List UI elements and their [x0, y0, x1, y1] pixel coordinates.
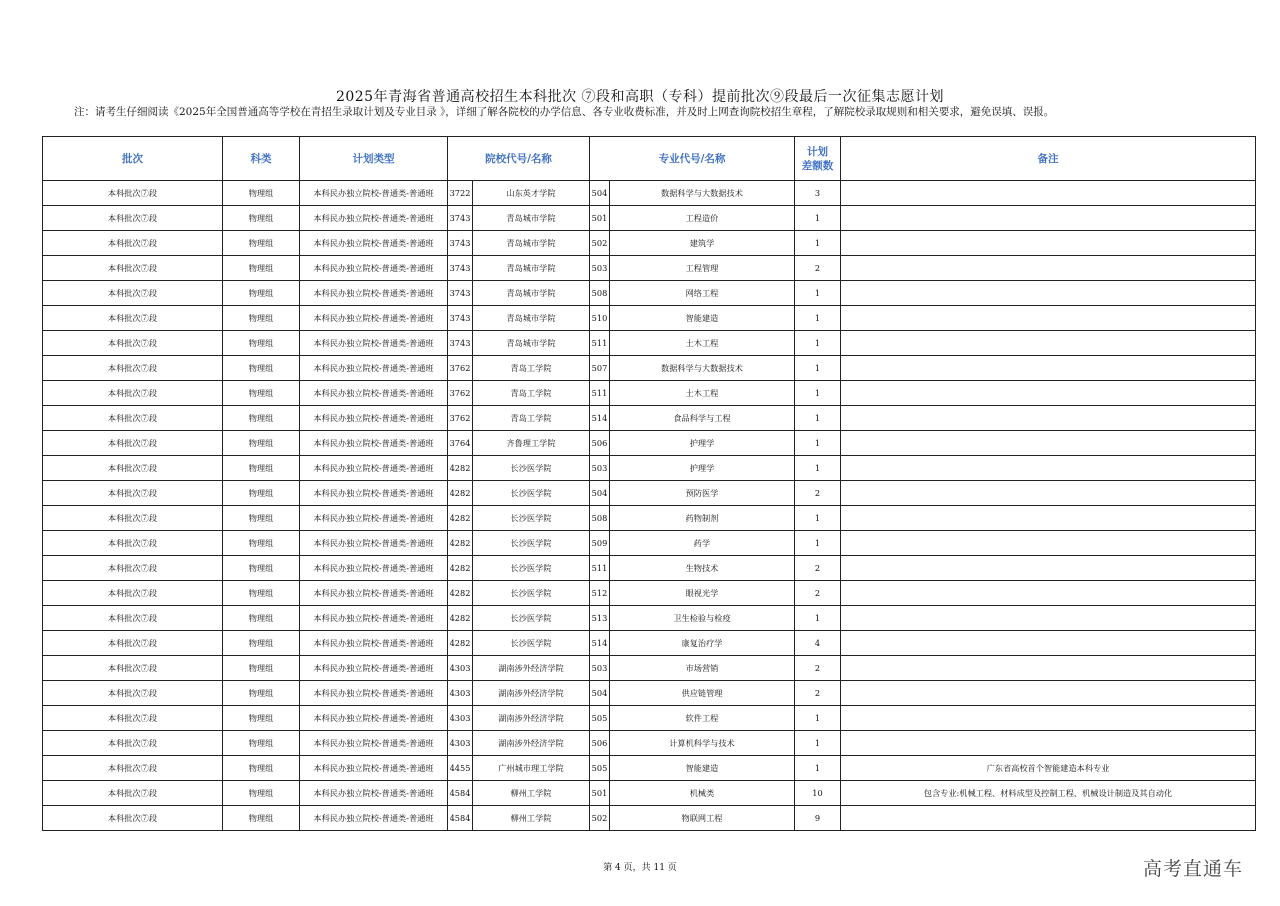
- cell-remark: [841, 306, 1256, 331]
- header-category: 科类: [223, 137, 300, 181]
- table-row: [43, 456, 1256, 481]
- cell-quota: 1: [795, 431, 841, 456]
- cell-category: 物理组: [223, 706, 300, 731]
- cell-plan-type: 本科民办独立院校-普通类-普通班: [300, 731, 448, 756]
- table-row: [43, 206, 1256, 231]
- cell-remark: [841, 431, 1256, 456]
- cell-batch: 本科批次⑦段: [43, 606, 223, 631]
- cell-category: 物理组: [223, 331, 300, 356]
- cell-major-name: 建筑学: [610, 231, 795, 256]
- cell-remark: [841, 356, 1256, 381]
- cell-category: 物理组: [223, 256, 300, 281]
- cell-category: 物理组: [223, 356, 300, 381]
- cell-remark: [841, 806, 1256, 831]
- cell-batch: 本科批次⑦段: [43, 431, 223, 456]
- cell-plan-type: 本科民办独立院校-普通类-普通班: [300, 506, 448, 531]
- cell-category: 物理组: [223, 481, 300, 506]
- cell-quota: 4: [795, 631, 841, 656]
- cell-major-name: 智能建造: [610, 756, 795, 781]
- cell-remark: [841, 581, 1256, 606]
- table-row: [43, 331, 1256, 356]
- cell-school-code: 4282: [448, 506, 473, 531]
- cell-major-name: 数据科学与大数据技术: [610, 356, 795, 381]
- cell-category: 物理组: [223, 756, 300, 781]
- cell-major-code: 504: [590, 181, 610, 206]
- cell-major-name: 土木工程: [610, 331, 795, 356]
- cell-category: 物理组: [223, 531, 300, 556]
- table-row: [43, 606, 1256, 631]
- cell-major-name: 卫生检验与检疫: [610, 606, 795, 631]
- cell-school-name: 柳州工学院: [473, 806, 590, 831]
- table-row: [43, 556, 1256, 581]
- cell-major-name: 药学: [610, 531, 795, 556]
- cell-school-code: 3762: [448, 406, 473, 431]
- table-row: [43, 531, 1256, 556]
- cell-plan-type: 本科民办独立院校-普通类-普通班: [300, 481, 448, 506]
- cell-school-name: 长沙医学院: [473, 481, 590, 506]
- cell-batch: 本科批次⑦段: [43, 456, 223, 481]
- cell-school-name: 青岛城市学院: [473, 231, 590, 256]
- cell-remark: [841, 706, 1256, 731]
- table-row: [43, 481, 1256, 506]
- cell-major-name: 土木工程: [610, 381, 795, 406]
- cell-category: 物理组: [223, 681, 300, 706]
- cell-category: 物理组: [223, 781, 300, 806]
- cell-school-code: 3762: [448, 381, 473, 406]
- cell-plan-type: 本科民办独立院校-普通类-普通班: [300, 556, 448, 581]
- table-row: [43, 731, 1256, 756]
- table-row: [43, 356, 1256, 381]
- cell-school-code: 3743: [448, 231, 473, 256]
- cell-batch: 本科批次⑦段: [43, 481, 223, 506]
- cell-batch: 本科批次⑦段: [43, 181, 223, 206]
- table-row: [43, 581, 1256, 606]
- cell-school-code: 3722: [448, 181, 473, 206]
- watermark: 高考直通车: [1143, 858, 1244, 880]
- cell-category: 物理组: [223, 631, 300, 656]
- cell-batch: 本科批次⑦段: [43, 531, 223, 556]
- cell-quota: 2: [795, 481, 841, 506]
- cell-major-code: 511: [590, 381, 610, 406]
- cell-major-code: 503: [590, 456, 610, 481]
- cell-quota: 1: [795, 506, 841, 531]
- cell-school-name: 广州城市理工学院: [473, 756, 590, 781]
- cell-major-code: 507: [590, 356, 610, 381]
- cell-school-name: 长沙医学院: [473, 631, 590, 656]
- page-footer: 第 4 页，共 11 页: [603, 863, 677, 873]
- cell-major-name: 物联网工程: [610, 806, 795, 831]
- cell-remark: [841, 556, 1256, 581]
- table-row: [43, 631, 1256, 656]
- cell-major-code: 514: [590, 406, 610, 431]
- cell-major-code: 512: [590, 581, 610, 606]
- cell-major-code: 504: [590, 481, 610, 506]
- cell-category: 物理组: [223, 306, 300, 331]
- header-quota: [795, 137, 841, 181]
- cell-quota: 1: [795, 531, 841, 556]
- cell-major-name: 工程管理: [610, 256, 795, 281]
- cell-school-name: 长沙医学院: [473, 456, 590, 481]
- cell-school-code: 3743: [448, 206, 473, 231]
- cell-batch: 本科批次⑦段: [43, 781, 223, 806]
- cell-category: 物理组: [223, 656, 300, 681]
- cell-major-code: 501: [590, 206, 610, 231]
- cell-quota: 2: [795, 681, 841, 706]
- cell-school-code: 3743: [448, 306, 473, 331]
- cell-remark: [841, 531, 1256, 556]
- cell-quota: 1: [795, 356, 841, 381]
- cell-school-code: 3764: [448, 431, 473, 456]
- cell-quota: 2: [795, 581, 841, 606]
- cell-quota: 1: [795, 381, 841, 406]
- cell-plan-type: 本科民办独立院校-普通类-普通班: [300, 231, 448, 256]
- cell-school-name: 柳州工学院: [473, 781, 590, 806]
- cell-school-name: 长沙医学院: [473, 556, 590, 581]
- cell-category: 物理组: [223, 181, 300, 206]
- header-remark: 备注: [841, 137, 1256, 181]
- cell-quota: 1: [795, 756, 841, 781]
- cell-major-code: 506: [590, 731, 610, 756]
- cell-plan-type: 本科民办独立院校-普通类-普通班: [300, 581, 448, 606]
- cell-category: 物理组: [223, 231, 300, 256]
- cell-major-name: 工程造价: [610, 206, 795, 231]
- table-row: [43, 656, 1256, 681]
- cell-quota: 1: [795, 331, 841, 356]
- cell-quota: 1: [795, 456, 841, 481]
- cell-major-name: 食品科学与工程: [610, 406, 795, 431]
- cell-major-name: 预防医学: [610, 481, 795, 506]
- table-row: [43, 431, 1256, 456]
- cell-plan-type: 本科民办独立院校-普通类-普通班: [300, 256, 448, 281]
- cell-batch: 本科批次⑦段: [43, 656, 223, 681]
- cell-major-code: 506: [590, 431, 610, 456]
- cell-plan-type: 本科民办独立院校-普通类-普通班: [300, 281, 448, 306]
- cell-remark: [841, 206, 1256, 231]
- header-quota-line1: 计划: [807, 145, 828, 158]
- cell-quota: 1: [795, 606, 841, 631]
- cell-school-code: 4282: [448, 606, 473, 631]
- cell-school-name: 青岛工学院: [473, 381, 590, 406]
- cell-plan-type: 本科民办独立院校-普通类-普通班: [300, 531, 448, 556]
- cell-remark: [841, 606, 1256, 631]
- cell-remark: [841, 231, 1256, 256]
- cell-school-name: 湖南涉外经济学院: [473, 656, 590, 681]
- cell-category: 物理组: [223, 581, 300, 606]
- cell-quota: 1: [795, 406, 841, 431]
- cell-remark: [841, 281, 1256, 306]
- cell-school-code: 3743: [448, 281, 473, 306]
- cell-batch: 本科批次⑦段: [43, 756, 223, 781]
- table-row: [43, 756, 1256, 781]
- cell-plan-type: 本科民办独立院校-普通类-普通班: [300, 681, 448, 706]
- cell-remark: [841, 406, 1256, 431]
- cell-batch: 本科批次⑦段: [43, 231, 223, 256]
- table-row: [43, 231, 1256, 256]
- cell-remark: 广东省高校首个智能建造本科专业: [841, 756, 1256, 781]
- cell-major-code: 505: [590, 706, 610, 731]
- cell-major-code: 509: [590, 531, 610, 556]
- cell-school-code: 4303: [448, 656, 473, 681]
- cell-major-name: 软件工程: [610, 706, 795, 731]
- cell-plan-type: 本科民办独立院校-普通类-普通班: [300, 181, 448, 206]
- cell-plan-type: 本科民办独立院校-普通类-普通班: [300, 406, 448, 431]
- cell-quota: 2: [795, 256, 841, 281]
- cell-plan-type: 本科民办独立院校-普通类-普通班: [300, 656, 448, 681]
- cell-batch: 本科批次⑦段: [43, 381, 223, 406]
- cell-remark: [841, 331, 1256, 356]
- cell-batch: 本科批次⑦段: [43, 581, 223, 606]
- cell-major-name: 护理学: [610, 431, 795, 456]
- cell-school-name: 青岛城市学院: [473, 306, 590, 331]
- cell-major-name: 市场营销: [610, 656, 795, 681]
- table-row: [43, 281, 1256, 306]
- cell-quota: 3: [795, 181, 841, 206]
- cell-school-name: 长沙医学院: [473, 506, 590, 531]
- cell-batch: 本科批次⑦段: [43, 631, 223, 656]
- cell-batch: 本科批次⑦段: [43, 206, 223, 231]
- cell-batch: 本科批次⑦段: [43, 356, 223, 381]
- cell-school-code: 4455: [448, 756, 473, 781]
- cell-major-code: 514: [590, 631, 610, 656]
- cell-batch: 本科批次⑦段: [43, 281, 223, 306]
- cell-plan-type: 本科民办独立院校-普通类-普通班: [300, 306, 448, 331]
- cell-major-code: 505: [590, 756, 610, 781]
- cell-school-code: 4303: [448, 681, 473, 706]
- document-note: 注：请考生仔细阅读《2025年全国普通高等学校在青招生录取计划及专业目录 》，详细了解各院校的办学信息、各专业收费标准，并及时上网查询院校招生章程，了解院校录取规则和相关要求，避免误填、误报。: [74, 106, 1055, 118]
- cell-quota: 2: [795, 656, 841, 681]
- cell-remark: [841, 256, 1256, 281]
- cell-quota: 9: [795, 806, 841, 831]
- cell-plan-type: 本科民办独立院校-普通类-普通班: [300, 381, 448, 406]
- header-major: 专业代号/名称: [590, 137, 795, 181]
- cell-school-code: 4282: [448, 481, 473, 506]
- cell-remark: [841, 631, 1256, 656]
- cell-batch: 本科批次⑦段: [43, 806, 223, 831]
- cell-major-name: 数据科学与大数据技术: [610, 181, 795, 206]
- cell-quota: 1: [795, 231, 841, 256]
- cell-remark: [841, 656, 1256, 681]
- cell-school-name: 长沙医学院: [473, 531, 590, 556]
- cell-plan-type: 本科民办独立院校-普通类-普通班: [300, 806, 448, 831]
- cell-major-name: 药物制剂: [610, 506, 795, 531]
- cell-school-code: 4282: [448, 531, 473, 556]
- cell-plan-type: 本科民办独立院校-普通类-普通班: [300, 206, 448, 231]
- cell-major-name: 智能建造: [610, 306, 795, 331]
- cell-category: 物理组: [223, 806, 300, 831]
- cell-category: 物理组: [223, 556, 300, 581]
- cell-category: 物理组: [223, 731, 300, 756]
- table-header-row: [43, 137, 1256, 181]
- cell-batch: 本科批次⑦段: [43, 681, 223, 706]
- header-batch: 批次: [43, 137, 223, 181]
- cell-school-name: 青岛工学院: [473, 356, 590, 381]
- cell-school-name: 山东英才学院: [473, 181, 590, 206]
- cell-batch: 本科批次⑦段: [43, 706, 223, 731]
- cell-major-name: 护理学: [610, 456, 795, 481]
- cell-category: 物理组: [223, 606, 300, 631]
- cell-batch: 本科批次⑦段: [43, 556, 223, 581]
- cell-plan-type: 本科民办独立院校-普通类-普通班: [300, 356, 448, 381]
- cell-quota: 1: [795, 706, 841, 731]
- cell-category: 物理组: [223, 281, 300, 306]
- cell-school-code: 4584: [448, 806, 473, 831]
- cell-remark: [841, 381, 1256, 406]
- table-row: [43, 406, 1256, 431]
- cell-major-name: 计算机科学与技术: [610, 731, 795, 756]
- cell-major-code: 511: [590, 556, 610, 581]
- cell-remark: [841, 506, 1256, 531]
- cell-school-name: 青岛城市学院: [473, 281, 590, 306]
- cell-category: 物理组: [223, 456, 300, 481]
- cell-major-code: 508: [590, 281, 610, 306]
- cell-school-name: 长沙医学院: [473, 581, 590, 606]
- cell-remark: [841, 181, 1256, 206]
- table-row: [43, 681, 1256, 706]
- cell-batch: 本科批次⑦段: [43, 331, 223, 356]
- cell-school-code: 3762: [448, 356, 473, 381]
- cell-school-name: 青岛城市学院: [473, 206, 590, 231]
- cell-school-name: 青岛工学院: [473, 406, 590, 431]
- cell-major-code: 503: [590, 656, 610, 681]
- cell-school-code: 4282: [448, 581, 473, 606]
- cell-school-name: 长沙医学院: [473, 606, 590, 631]
- cell-plan-type: 本科民办独立院校-普通类-普通班: [300, 706, 448, 731]
- cell-school-name: 湖南涉外经济学院: [473, 731, 590, 756]
- cell-category: 物理组: [223, 406, 300, 431]
- cell-plan-type: 本科民办独立院校-普通类-普通班: [300, 606, 448, 631]
- header-quota-line2: 差额数: [801, 159, 834, 172]
- table-body: [43, 181, 1256, 831]
- table-row: [43, 706, 1256, 731]
- table-row: [43, 781, 1256, 806]
- cell-batch: 本科批次⑦段: [43, 731, 223, 756]
- cell-remark: 包含专业:机械工程、材料成型及控制工程、机械设计制造及其自动化: [841, 781, 1256, 806]
- plan-table: [42, 136, 1256, 831]
- cell-remark: [841, 456, 1256, 481]
- cell-school-name: 齐鲁理工学院: [473, 431, 590, 456]
- cell-remark: [841, 731, 1256, 756]
- table-row: [43, 306, 1256, 331]
- cell-school-name: 青岛城市学院: [473, 256, 590, 281]
- cell-category: 物理组: [223, 431, 300, 456]
- cell-major-code: 504: [590, 681, 610, 706]
- cell-school-code: 3743: [448, 256, 473, 281]
- header-school: 院校代号/名称: [448, 137, 590, 181]
- cell-batch: 本科批次⑦段: [43, 256, 223, 281]
- cell-quota: 1: [795, 731, 841, 756]
- cell-major-name: 康复治疗学: [610, 631, 795, 656]
- cell-school-code: 4303: [448, 731, 473, 756]
- cell-school-code: 4584: [448, 781, 473, 806]
- cell-remark: [841, 681, 1256, 706]
- cell-plan-type: 本科民办独立院校-普通类-普通班: [300, 331, 448, 356]
- cell-plan-type: 本科民办独立院校-普通类-普通班: [300, 781, 448, 806]
- cell-category: 物理组: [223, 506, 300, 531]
- cell-plan-type: 本科民办独立院校-普通类-普通班: [300, 756, 448, 781]
- table-row: [43, 181, 1256, 206]
- cell-batch: 本科批次⑦段: [43, 406, 223, 431]
- cell-plan-type: 本科民办独立院校-普通类-普通班: [300, 431, 448, 456]
- cell-school-name: 湖南涉外经济学院: [473, 706, 590, 731]
- cell-major-code: 508: [590, 506, 610, 531]
- cell-major-code: 502: [590, 231, 610, 256]
- cell-major-name: 供应链管理: [610, 681, 795, 706]
- cell-plan-type: 本科民办独立院校-普通类-普通班: [300, 456, 448, 481]
- table-row: [43, 806, 1256, 831]
- table-row: [43, 256, 1256, 281]
- table-row: [43, 506, 1256, 531]
- header-plan-type: 计划类型: [300, 137, 448, 181]
- cell-major-code: 501: [590, 781, 610, 806]
- cell-plan-type: 本科民办独立院校-普通类-普通班: [300, 631, 448, 656]
- cell-school-code: 4282: [448, 556, 473, 581]
- cell-major-name: 眼视光学: [610, 581, 795, 606]
- cell-remark: [841, 481, 1256, 506]
- cell-major-name: 生物技术: [610, 556, 795, 581]
- cell-category: 物理组: [223, 206, 300, 231]
- cell-category: 物理组: [223, 381, 300, 406]
- cell-major-code: 511: [590, 331, 610, 356]
- cell-quota: 1: [795, 306, 841, 331]
- cell-major-code: 503: [590, 256, 610, 281]
- cell-major-code: 502: [590, 806, 610, 831]
- cell-school-code: 3743: [448, 331, 473, 356]
- cell-quota: 2: [795, 556, 841, 581]
- cell-quota: 1: [795, 206, 841, 231]
- cell-school-name: 青岛城市学院: [473, 331, 590, 356]
- table-row: [43, 381, 1256, 406]
- cell-school-code: 4282: [448, 631, 473, 656]
- cell-school-name: 湖南涉外经济学院: [473, 681, 590, 706]
- cell-major-code: 513: [590, 606, 610, 631]
- cell-major-name: 网络工程: [610, 281, 795, 306]
- document-title: 2025年青海省普通高校招生本科批次 ⑦段和高职（专科）提前批次⑨段最后一次征集志愿计划: [335, 89, 945, 105]
- cell-school-code: 4303: [448, 706, 473, 731]
- cell-major-name: 机械类: [610, 781, 795, 806]
- cell-major-code: 510: [590, 306, 610, 331]
- cell-school-code: 4282: [448, 456, 473, 481]
- cell-quota: 1: [795, 281, 841, 306]
- cell-batch: 本科批次⑦段: [43, 506, 223, 531]
- cell-quota: 10: [795, 781, 841, 806]
- cell-batch: 本科批次⑦段: [43, 306, 223, 331]
